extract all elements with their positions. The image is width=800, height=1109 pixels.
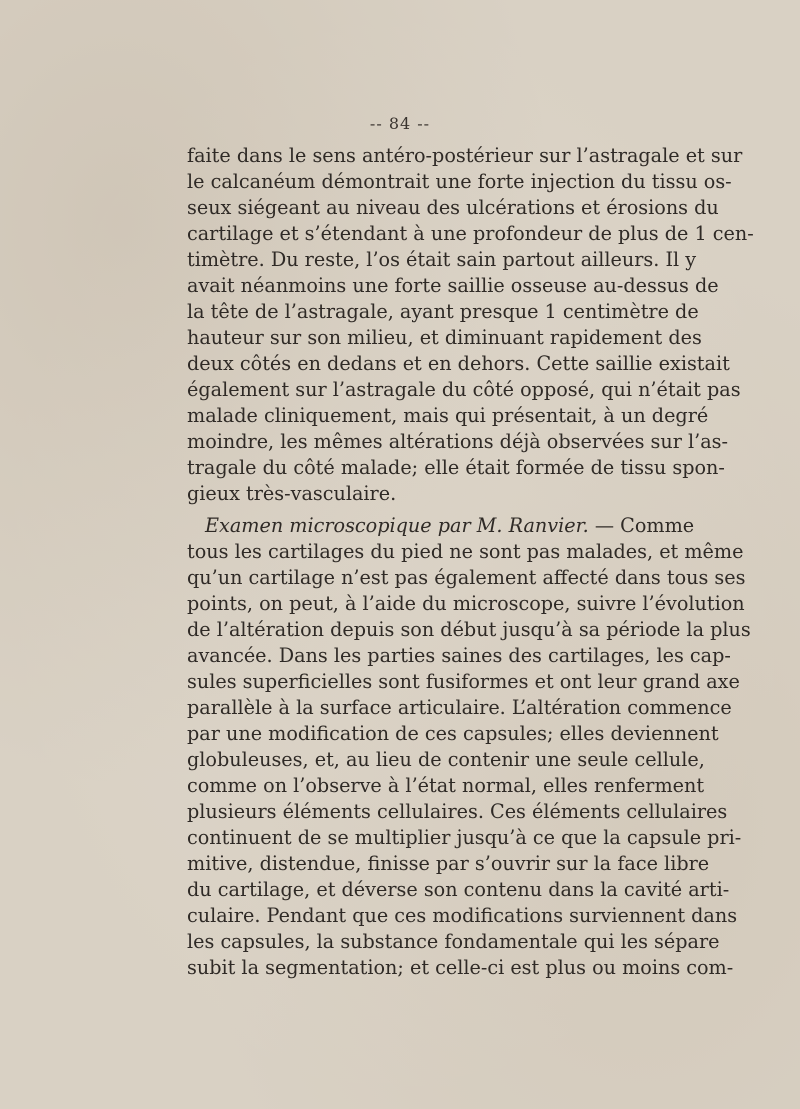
text-line: gieux très-vasculaire. xyxy=(187,482,397,505)
text-line: qu’un cartilage n’est pas également affecté dans tous ses xyxy=(187,566,746,589)
text-line: malade cliniquement, mais qui présentait, à un degré xyxy=(187,404,709,427)
text-line: culaire. Pendant que ces modifications surviennent dans xyxy=(187,904,738,927)
text-line: globuleuses, et, au lieu de contenir une seule cellule, xyxy=(187,748,705,771)
text-line: tous les cartilages du pied ne sont pas malades, et même xyxy=(187,540,744,563)
text-line: cartilage et s’étendant à une profondeur de plus de 1 cen- xyxy=(187,222,754,245)
text-line: le calcanéum démontrait une forte injection du tissu os- xyxy=(187,170,732,193)
text-line: tragale du côté malade; elle était formée de tissu spon- xyxy=(187,456,725,479)
text-line: points, on peut, à l’aide du microscope, suivre l’évolution xyxy=(187,592,745,615)
page-number: -- 84 -- xyxy=(369,114,431,133)
text-line: timètre. Du reste, l’os était sain partout ailleurs. Il y xyxy=(187,248,697,271)
text-line: comme on l’observe à l’état normal, elles renferment xyxy=(187,774,705,797)
section-heading: Examen microscopique par M. Ranvier. xyxy=(205,514,589,537)
paragraph xyxy=(187,513,751,981)
text-line xyxy=(187,513,695,539)
text-line: deux côtés en dedans et en dehors. Cette saillie existait xyxy=(187,352,730,375)
text-line: seux siégeant au niveau des ulcérations et érosions du xyxy=(187,196,719,219)
text-line: subit la segmentation; et celle-ci est plus ou moins com- xyxy=(187,956,734,979)
text-line: faite dans le sens antéro-postérieur sur l’astragale et sur xyxy=(187,144,743,167)
text-line: mitive, distendue, finisse par s’ouvrir sur la face libre xyxy=(187,852,710,875)
text-line: du cartilage, et déverse son contenu dans la cavité arti- xyxy=(187,878,730,901)
text-line: également sur l’astragale du côté opposé, qui n’était pas xyxy=(187,378,741,401)
text-line: plusieurs éléments cellulaires. Ces éléments cellulaires xyxy=(187,800,728,823)
text-line: de l’altération depuis son début jusqu’à sa période la plus xyxy=(187,618,751,641)
paragraph xyxy=(187,143,754,507)
text-line: parallèle à la surface articulaire. L’altération commence xyxy=(187,696,732,719)
text-line: la tête de l’astragale, ayant presque 1 centimètre de xyxy=(187,300,699,323)
text-line: continuent de se multiplier jusqu’à ce que la capsule pri- xyxy=(187,826,742,849)
text-line: les capsules, la substance fondamentale qui les sépare xyxy=(187,930,720,953)
text-line: sules superficielles sont fusiformes et ont leur grand axe xyxy=(187,670,740,693)
text-line: avait néanmoins une forte saillie osseuse au-dessus de xyxy=(187,274,719,297)
text-line: moindre, les mêmes altérations déjà observées sur l’as- xyxy=(187,430,728,453)
heading-continuation: — Comme xyxy=(588,514,695,537)
body-text xyxy=(187,143,754,981)
text-line: hauteur sur son milieu, et diminuant rapidement des xyxy=(187,326,702,349)
text-line: par une modification de ces capsules; elles deviennent xyxy=(187,722,719,745)
text-line: avancée. Dans les parties saines des cartilages, les cap- xyxy=(187,644,731,667)
